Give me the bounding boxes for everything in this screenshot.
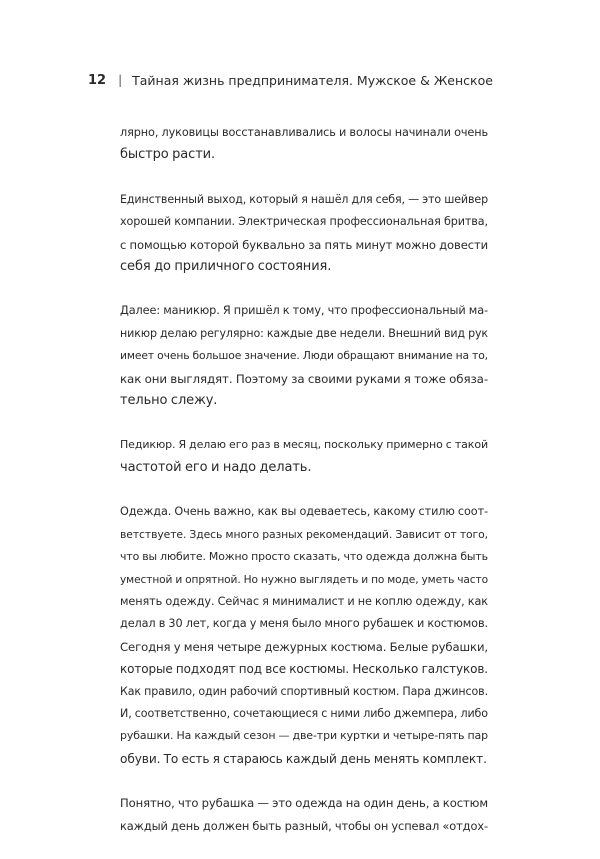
text-line: что вы любите. Можно просто сказать, что одежда должна быть	[120, 550, 488, 564]
paragraph-1	[120, 122, 488, 167]
page-number: 12	[88, 72, 107, 88]
text-line: Педикюр. Я делаю его раз в месяц, поскольку примерно с такой	[120, 438, 488, 452]
text-line: имеет очень большое значение. Люди обращают внимание на то,	[120, 349, 488, 363]
text-line: частотой его и надо делать.	[120, 459, 312, 475]
paragraph-6	[120, 792, 488, 837]
book-title: Тайная жизнь предпринимателя. Мужское & Женское	[132, 72, 493, 88]
text-line: Одежда. Очень важно, как вы одеваетесь, какому стилю соот-	[120, 505, 488, 519]
paragraph-5	[120, 501, 488, 770]
paragraph-4	[120, 434, 488, 479]
text-line: тельно слежу.	[120, 393, 218, 409]
text-line: Далее: маникюр. Я пришёл к тому, что профессиональный ма-	[120, 304, 488, 318]
text-line: никюр делаю регулярно: каждые две недели. Внешний вид рук	[120, 326, 488, 340]
text-line: Сегодня у меня четыре дежурных костюма. Белые рубашки,	[120, 639, 488, 654]
text-line: ветствуете. Здесь много разных рекомендаций. Зависит от того,	[120, 527, 488, 541]
text-line: лярно, луковицы восстанавливались и волосы начинали очень	[120, 126, 488, 139]
header-separator: |	[118, 73, 123, 87]
text-line: менять одежду. Сейчас я минималист и не коплю одежду, как	[120, 594, 488, 608]
text-line: обуви. То есть я стараюсь каждый день менять комплект.	[120, 751, 487, 766]
text-line: Как правило, один рабочий спортивный костюм. Пара джинсов.	[120, 684, 488, 698]
paragraph-3	[120, 300, 488, 412]
body-text	[120, 122, 488, 859]
text-line: рубашки. На каждый сезон — две-три куртки и четыре-пять пар	[120, 729, 488, 743]
text-line: себя до приличного состояния.	[120, 259, 332, 275]
text-line: хорошей компании. Электрическая профессиональная бритва,	[120, 215, 488, 229]
text-line: которые подходят под все костюмы. Несколько галстуков.	[120, 662, 488, 677]
text-line: Единственный выход, который я нашёл для себя, — это шейвер	[120, 192, 488, 206]
text-line: уместной и опрятной. Но нужно выглядеть и по моде, уметь часто	[120, 572, 488, 586]
text-line: как они выглядят. Поэтому за своими руками я тоже обяза-	[120, 371, 488, 386]
text-line: И, соответственно, сочетающиеся с ними либо джемпера, либо	[120, 706, 488, 720]
text-line: с помощью которой буквально за пять минут можно довести	[120, 237, 488, 252]
running-header	[88, 70, 493, 90]
paragraph-2	[120, 189, 488, 279]
text-line: быстро расти.	[120, 147, 216, 163]
text-line: каждый день должен быть разный, чтобы он успевал «отдох-	[120, 818, 488, 833]
text-line: делал в 30 лет, когда у меня было много рубашек и костюмов.	[120, 617, 488, 631]
text-line: Понятно, что рубашка — это одежда на один день, а костюм	[120, 796, 488, 811]
